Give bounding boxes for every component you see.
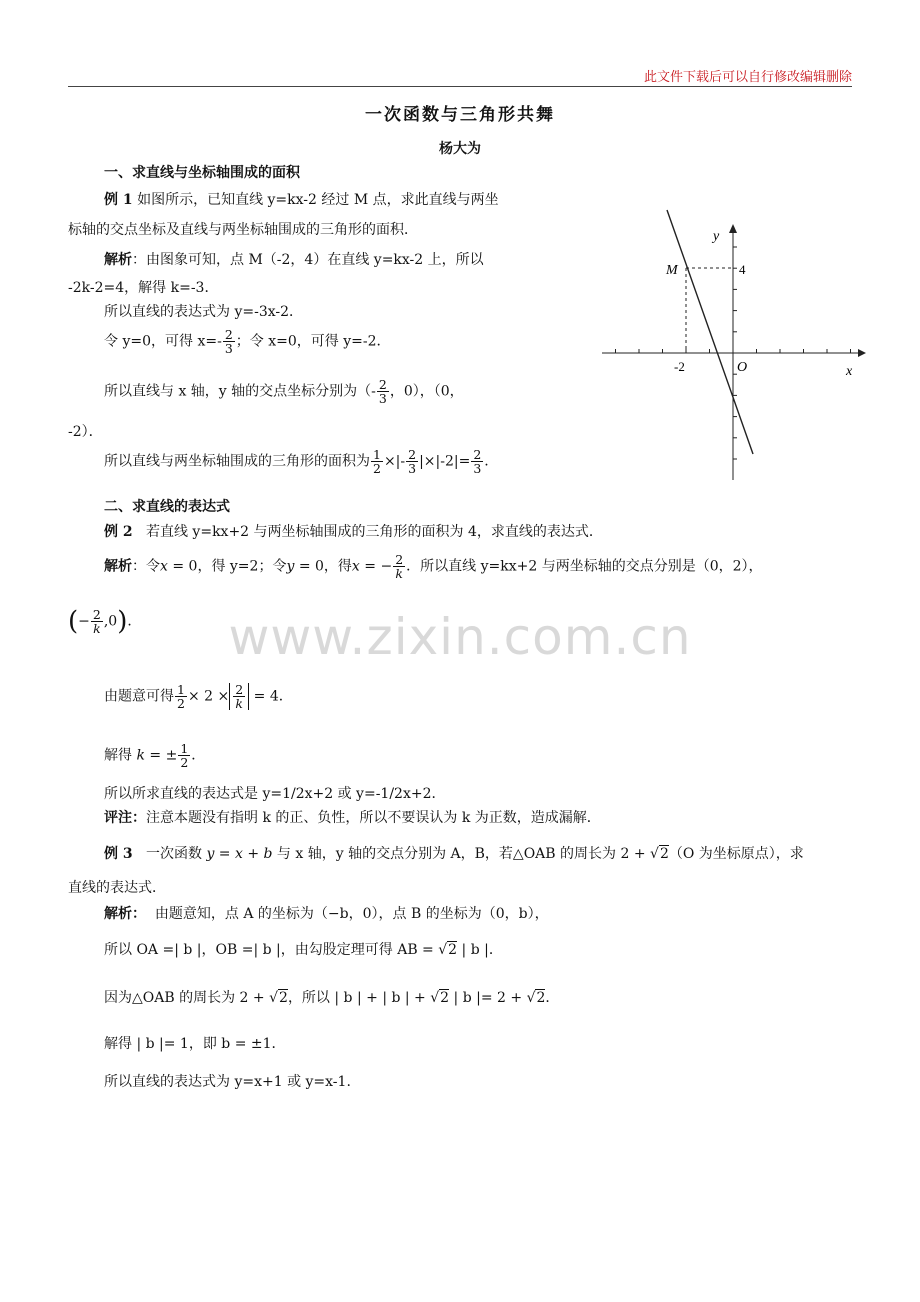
example1-text: 如图所示，已知直线 y=kx-2 经过 M 点，求此直线与两坐 <box>132 192 499 208</box>
example2 <box>104 522 603 542</box>
fraction-denominator: 3 <box>224 341 233 356</box>
var: y <box>286 558 295 575</box>
origin-label: O <box>737 360 748 375</box>
fraction-denominator: 2 <box>373 461 381 476</box>
fraction <box>178 742 190 769</box>
fraction <box>233 683 245 710</box>
var: k <box>136 747 145 764</box>
x-axis-label: x <box>846 364 853 379</box>
example1-line1 <box>104 190 499 210</box>
line7-text: . <box>484 453 489 470</box>
line7-text: ×|- <box>383 453 406 470</box>
fraction-denominator: k <box>93 621 101 636</box>
analysis1-label: 解析 <box>104 252 132 268</box>
text: = ± <box>144 747 178 764</box>
fraction-denominator: 3 <box>473 461 482 476</box>
x-axis-arrow <box>858 349 866 357</box>
analysis3-line3: 因为△OAB 的周长为 2 + √2，所以 | b | + | b | + √2 | b |= 2 + √2． <box>104 990 560 1006</box>
fraction-numerator: 2 <box>378 377 387 392</box>
text: ：令 <box>132 558 160 575</box>
analysis1-line1 <box>104 250 484 270</box>
text: ． <box>545 990 560 1006</box>
fraction <box>223 328 235 355</box>
text: ．所以直线 y=kx+2 与两坐标轴的交点分别是（0，2）， <box>406 558 763 575</box>
text: | b |= 2 + <box>449 990 527 1006</box>
page-title: 一次函数与三角形共舞 <box>365 105 555 125</box>
analysis3-text: 由题意知，点 A 的坐标为（−b，0），点 B 的坐标为（0，b）， <box>154 906 549 922</box>
text: （O 为坐标原点），求 <box>668 846 804 862</box>
analysis1-text: ：由图象可知，点 M（-2，4）在直线 y=kx-2 上，所以 <box>132 252 484 268</box>
fraction <box>393 553 405 580</box>
fraction-numerator: 2 <box>395 552 404 567</box>
fraction <box>175 683 187 710</box>
result-line: 所以所求直线的表达式是 y=1/2x+2 或 y=-1/2x+2． <box>104 786 446 802</box>
header-rule <box>68 86 852 87</box>
note-label: 评注： <box>104 810 146 826</box>
text: 解得 <box>104 747 137 764</box>
point-m-label: M <box>666 263 678 278</box>
text: ． <box>191 747 206 764</box>
text: = 4． <box>249 688 293 705</box>
paren: ( <box>68 606 79 637</box>
section1-heading: 一、求直线与坐标轴围成的面积 <box>104 165 300 181</box>
y-axis-label: y <box>713 229 720 244</box>
note-text: 注意本题没有指明 k 的正、负性，所以不要误认为 k 为正数，造成漏解． <box>146 810 601 826</box>
text: = − <box>359 558 393 575</box>
sqrt-radicand: 2 <box>440 990 450 1006</box>
fraction-denominator: k <box>395 566 403 581</box>
fraction-numerator: 2 <box>224 327 233 342</box>
text: × 2 × <box>187 688 230 705</box>
analysis1-line3: 所以直线的表达式为 y=-3x-2． <box>104 304 304 320</box>
watermark: www.zixin.com.cn <box>228 608 692 666</box>
text: | b |． <box>457 942 503 958</box>
fraction-numerator: 2 <box>235 682 244 697</box>
analysis2-label: 解析 <box>104 558 132 575</box>
example3-label: 例 3 <box>104 846 133 862</box>
analysis3-line2: 所以 OA =| b |，OB =| b |，由勾股定理可得 AB = √2 | b |． <box>104 942 503 958</box>
fraction-numerator: 1 <box>373 447 381 462</box>
text: − <box>78 613 90 630</box>
fraction-denominator: 2 <box>177 696 185 711</box>
line5-text-a: 所以直线与 x 轴，y 轴的交点坐标分别为（- <box>104 383 376 400</box>
var: x <box>160 558 168 575</box>
absolute-value <box>229 683 249 710</box>
analysis3-line4: 解得 | b |= 1，即 b = ±1． <box>104 1036 286 1052</box>
sqrt-radicand: 2 <box>448 942 458 958</box>
sqrt-radicand: 2 <box>279 990 288 1006</box>
example1-line2: 标轴的交点坐标及直线与两坐标轴围成的三角形的面积． <box>68 222 418 238</box>
fraction-numerator: 2 <box>473 447 482 462</box>
analysis3-line5: 所以直线的表达式为 y=x+1 或 y=x-1. <box>104 1074 351 1090</box>
fraction-denominator: 3 <box>408 461 417 476</box>
text: = 0，得 <box>294 558 352 575</box>
line7-text: 所以直线与两坐标轴围成的三角形的面积为 <box>104 453 370 470</box>
example2-text: 若直线 y=kx+2 与两坐标轴围成的三角形的面积为 4，求直线的表达式． <box>145 524 603 540</box>
analysis1-line4 <box>104 328 390 355</box>
text: ． <box>127 613 142 630</box>
coordinate-graph <box>596 200 876 490</box>
fraction-denominator: 2 <box>180 755 189 770</box>
text: 所以 OA =| b |，OB =| b |，由勾股定理可得 AB = <box>104 942 439 958</box>
equation: y = x + b <box>206 846 273 862</box>
text: ，所以 | b | + | b | + <box>287 990 431 1006</box>
fraction-numerator: 2 <box>408 447 417 462</box>
x-value-neg2-label: -2 <box>674 359 685 374</box>
fraction-numerator: 2 <box>92 607 101 622</box>
text: 由题意可得 <box>104 688 174 705</box>
y-axis-arrow <box>729 224 737 233</box>
text: 一次函数 <box>145 846 207 862</box>
sqrt-radicand: 2 <box>536 990 546 1006</box>
author: 杨大为 <box>439 141 481 157</box>
text: = 0，得 y=2；令 <box>167 558 287 575</box>
fraction-numerator: 1 <box>180 741 189 756</box>
text: ,0 <box>103 613 118 630</box>
analysis1-line7 <box>104 448 489 475</box>
equation-line <box>104 683 293 710</box>
fraction-denominator: k <box>235 696 243 711</box>
y-value-4-label: 4 <box>739 262 746 277</box>
analysis1-line6: -2）． <box>68 424 103 440</box>
line7-text: |×|-2|= <box>419 453 471 470</box>
example1-label: 例 1 <box>104 192 133 208</box>
analysis3-label: 解析： <box>104 906 146 922</box>
paren: ) <box>117 606 128 637</box>
note-line <box>104 808 601 828</box>
text: 与 x 轴，y 轴的交点分别为 A，B，若△OAB 的周长为 2 + <box>272 846 651 862</box>
example3-line1: 例 3 一次函数 y = x + b 与 x 轴，y 轴的交点分别为 A，B，若△OAB 的周长为 2 + √2（O 为坐标原点），求 <box>104 846 804 862</box>
var: x <box>351 558 360 575</box>
line5-text-b: ，0），（0， <box>389 383 464 400</box>
line4-text-a: 令 y=0，可得 x=- <box>104 333 222 350</box>
fraction-denominator: 3 <box>378 391 387 406</box>
analysis2-line1 <box>104 553 763 580</box>
analysis3-line1 <box>104 904 549 924</box>
fraction-numerator: 1 <box>177 682 185 697</box>
section2-heading: 二、求直线的表达式 <box>104 499 230 515</box>
analysis1-line2: -2k-2=4，解得 k=-3． <box>68 280 219 296</box>
fraction <box>371 448 383 475</box>
text: 因为△OAB 的周长为 2 + <box>104 990 270 1006</box>
sqrt-radicand: 2 <box>659 846 669 862</box>
fraction <box>406 448 418 475</box>
example3-line2: 直线的表达式． <box>68 880 166 896</box>
header-note: 此文件下载后可以自行修改编辑删除 <box>643 70 852 85</box>
fraction <box>377 378 389 405</box>
function-line <box>667 210 753 454</box>
analysis1-line5 <box>104 378 464 405</box>
solution-line <box>104 742 205 769</box>
line4-text-b: ；令 x=0，可得 y=-2． <box>235 333 391 350</box>
example2-label: 例 2 <box>104 524 133 540</box>
fraction <box>471 448 483 475</box>
